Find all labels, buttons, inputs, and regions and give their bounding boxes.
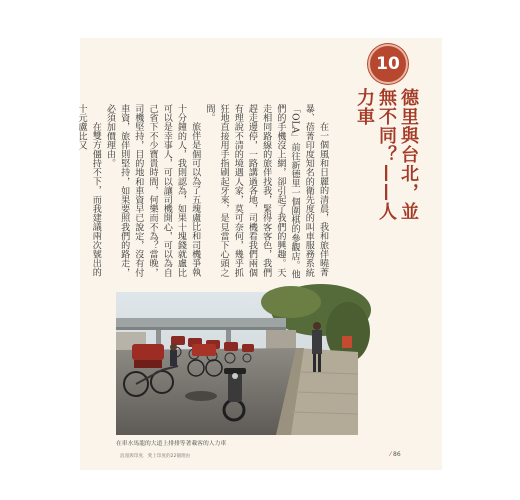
- footer-book-title: 浪漫與印度．愛上印度的22個理由: [120, 454, 191, 459]
- body-paragraph-3: 在雙方僵持不下，而我建議兩次號出的十元盧比又: [76, 104, 101, 277]
- chapter-number: 10: [376, 53, 400, 74]
- book-page: [76, 38, 442, 470]
- chapter-badge: [368, 44, 408, 84]
- chapter-title: 德里與台北，並無不同？——人力車: [354, 88, 419, 221]
- body-paragraph-2: 旅伴是個可以為了五塊盧比和司機爭執十分鐘的人，我則認為，如果十塊錢就盧比可以是幸事人，可以讓司機開心，可以為自己省下不少寶貴時間，何樂而不為？當晚，司機堅持，目的地和車資早已說定，沒有付車資，旅伴則堅持，如果要照我們的路走，必須加價理由。: [104, 104, 201, 277]
- street-scene-illustration: [116, 292, 358, 435]
- footer-page-number: [390, 451, 401, 458]
- body-text: [76, 104, 330, 282]
- slash-mark: ⁄: [390, 451, 392, 458]
- photo-caption: 在車水馬龍的大道上排排等著載客的人力車: [116, 441, 227, 447]
- page-number: 86: [393, 451, 401, 458]
- rickshaw-street-photo: [116, 292, 358, 435]
- body-paragraph-1: 在一個風和日麗的清晨，我和旅伴曉菁暴、蓓菁印度知名的衛先度的叫車服務系統「OLA」前往新德里一個圍棋的參觀店。他們的手機沒上網，卻引起了我們的興趣。天走相同路線的旅伴找我，緊得客客色，我們趕走邊停，一路講過各地，司機看我們兩個有理說不清的境遇人家，莫可奈何，幾乎抓狂地直接用手指刷起牙來，是見當下心頭之間。: [204, 104, 328, 279]
